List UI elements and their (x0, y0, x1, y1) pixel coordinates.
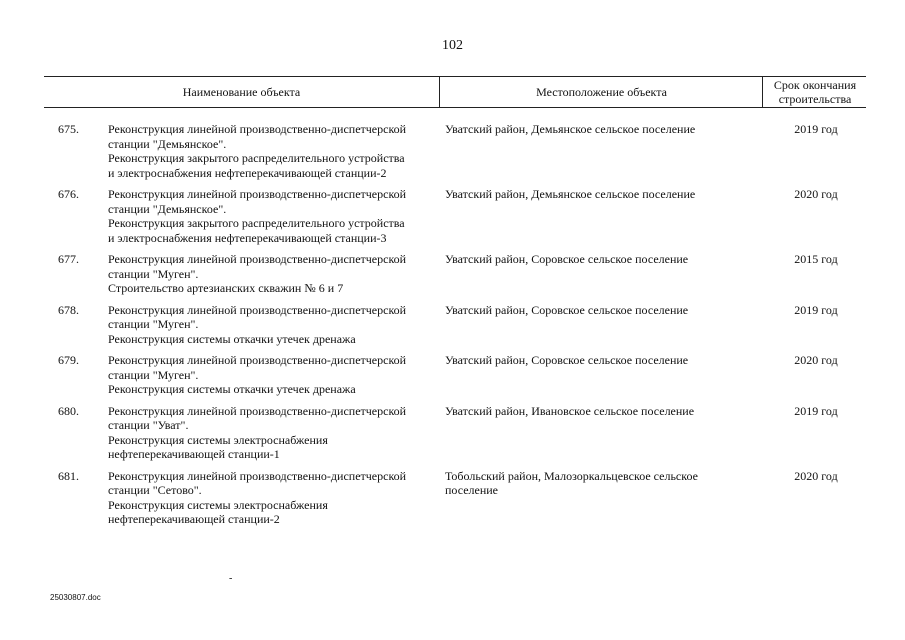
row-number: 676. (58, 187, 79, 201)
object-name (108, 303, 438, 347)
header-term-line1: Срок окончания (773, 78, 857, 92)
object-name (108, 469, 438, 527)
object-name (108, 404, 438, 462)
object-name-line: Реконструкция системы электроснабжения (108, 432, 328, 447)
object-name-line: станции "Демьянское". (108, 201, 227, 216)
object-name-line: Реконструкция закрытого распределительного устройства (108, 216, 405, 230)
construction-term: 2020 год (794, 468, 838, 483)
object-name-line: Реконструкция линейной производственно-диспетчерской (108, 468, 407, 483)
construction-term: 2019 год (794, 122, 838, 136)
header-location: Местоположение объекта (439, 77, 763, 107)
construction-term: 2020 год (794, 187, 838, 201)
row-number: 675. (58, 122, 79, 136)
object-name-line: станции "Муген". (108, 266, 199, 281)
object-location: Уватский район, Соровское сельское поселение (445, 353, 689, 367)
header-term (762, 77, 867, 107)
table-row (0, 404, 905, 462)
row-number: 679. (58, 353, 79, 367)
object-name-line: Реконструкция системы откачки утечек дренажа (108, 331, 356, 346)
object-name-line: станции "Муген". (108, 317, 199, 331)
object-name-line: Реконструкция линейной производственно-диспетчерской (108, 252, 407, 266)
object-name-line: Строительство артезианских скважин № 6 и 7 (108, 281, 344, 295)
construction-term: 2020 год (794, 353, 838, 367)
table-row (0, 469, 905, 527)
table-row (0, 353, 905, 397)
object-name (108, 187, 438, 245)
object-name-line: нефтеперекачивающей станции-2 (108, 512, 280, 526)
object-name-line: Реконструкция линейной производственно-диспетчерской (108, 122, 407, 136)
page-number: 102 (442, 38, 463, 53)
object-name (108, 252, 438, 296)
object-name-line: Реконструкция линейной производственно-диспетчерской (108, 187, 407, 201)
object-name-line: Реконструкция закрытого распределительного устройства (108, 151, 405, 165)
construction-term: 2019 год (794, 403, 838, 418)
object-location: Тобольский район, Малозоркальцевское сельское поселение (445, 468, 698, 497)
object-location: Уватский район, Соровское сельское поселение (445, 302, 689, 317)
table-row (0, 303, 905, 347)
object-name-line: нефтеперекачивающей станции-1 (108, 447, 280, 461)
header-name: Наименование объекта (182, 85, 301, 99)
object-name-line: станции "Уват". (108, 418, 189, 432)
object-name-line: Реконструкция системы откачки утечек дренажа (108, 382, 356, 396)
object-name-line: и электроснабжения нефтеперекачивающей станции-2 (108, 165, 387, 180)
row-number: 681. (58, 468, 79, 483)
table-row (0, 122, 905, 180)
object-name-line: станции "Сетово". (108, 483, 202, 497)
object-location: Уватский район, Ивановское сельское поселение (445, 403, 695, 418)
row-number: 680. (58, 403, 79, 418)
object-name-line: Реконструкция системы электроснабжения (108, 497, 328, 512)
object-location: Уватский район, Соровское сельское поселение (445, 252, 689, 266)
object-location: Уватский район, Демьянское сельское поселение (445, 187, 696, 201)
object-location: Уватский район, Демьянское сельское поселение (445, 122, 696, 136)
header-term-line2: строительства (778, 92, 852, 106)
object-name (108, 122, 438, 180)
construction-term: 2019 год (794, 302, 838, 317)
object-name-line: Реконструкция линейной производственно-диспетчерской (108, 403, 407, 418)
object-name-line: Реконструкция линейной производственно-диспетчерской (108, 353, 407, 367)
object-name-line: станции "Муген". (108, 367, 199, 382)
footer-filename: 25030807.doc (50, 593, 101, 602)
table-body (0, 122, 905, 534)
row-number: 678. (58, 302, 79, 317)
stray-mark: - (229, 573, 233, 584)
object-name (108, 353, 438, 397)
object-name-line: Реконструкция линейной производственно-диспетчерской (108, 302, 407, 317)
object-name-line: станции "Демьянское". (108, 136, 227, 151)
object-name-line: и электроснабжения нефтеперекачивающей станции-3 (108, 230, 387, 245)
table-row (0, 252, 905, 296)
row-number: 677. (58, 252, 79, 266)
construction-term: 2015 год (794, 252, 838, 266)
table-row (0, 187, 905, 245)
table-header (44, 76, 866, 108)
